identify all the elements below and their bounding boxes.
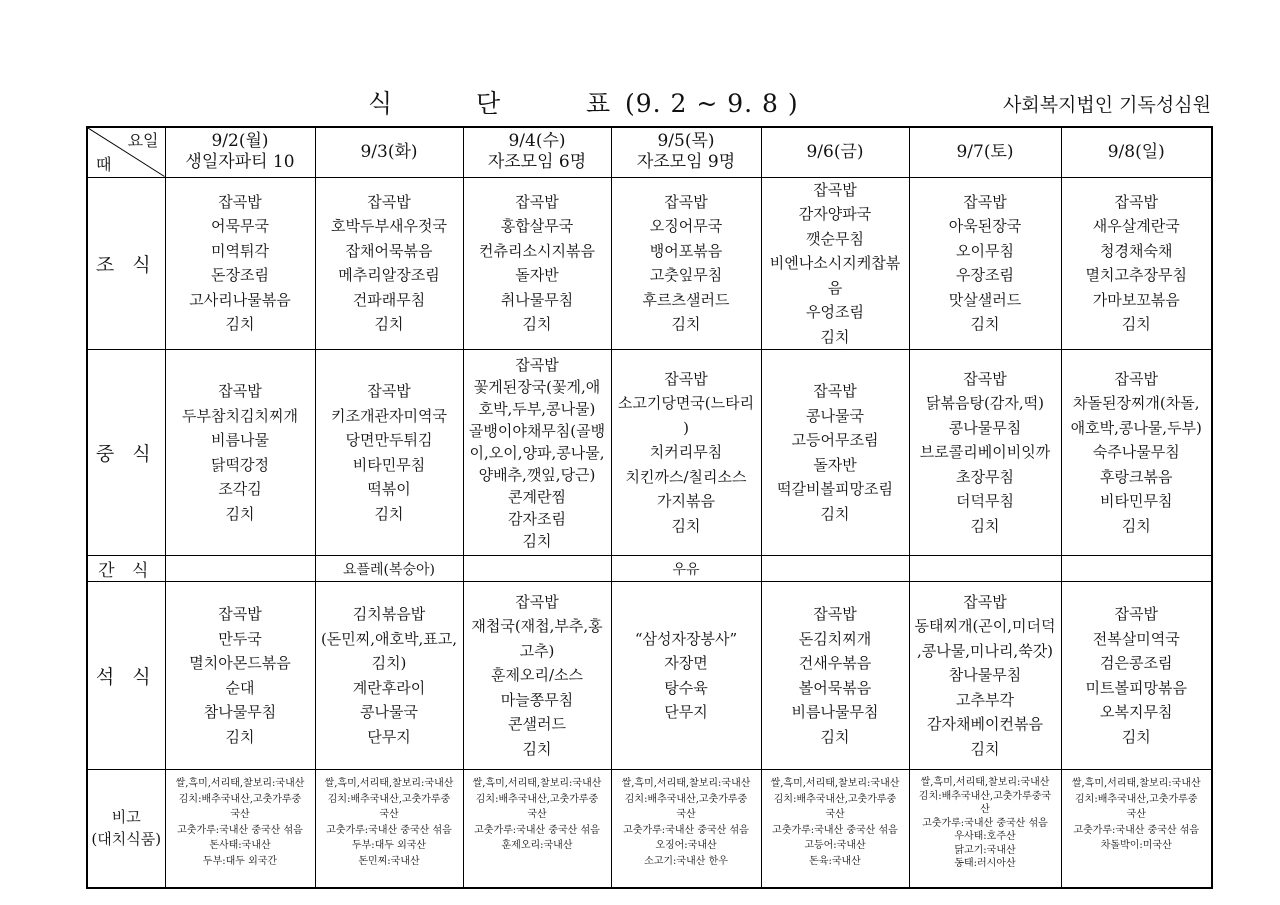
dinner-cell — [761, 582, 909, 770]
origin-note: 국산 — [230, 809, 250, 820]
menu-item: 호박두부새우젓국 — [331, 217, 447, 236]
menu-item: (돈민찌,애호박,표고, — [320, 629, 458, 648]
breakfast-cell — [1061, 177, 1212, 350]
lunch-cell — [761, 350, 909, 556]
origin-note: 두부:대두 외국간 — [202, 855, 278, 867]
origin-note: 돈육:국내산 — [809, 855, 861, 867]
day-date: 9/2(월) — [211, 131, 269, 152]
origin-note: 김치:배추국내산,고춧가루중 — [178, 793, 302, 805]
menu-item: 가지볶음 — [657, 492, 715, 511]
menu-item: 단무지 — [664, 703, 708, 721]
menu-item: 홍합살무국 — [500, 217, 574, 236]
breakfast-cell — [761, 177, 909, 350]
menu-item: 김치 — [522, 739, 552, 758]
menu-item: 김치 — [671, 516, 701, 535]
menu-item: 호박,두부,콩나물) — [478, 399, 596, 418]
origin-note: 쌀,흑미,서리태,찰보리:국내산 — [1071, 778, 1201, 789]
menu-item: 잡곡밥 — [1114, 192, 1158, 211]
menu-item: 우장조림 — [956, 266, 1014, 285]
menu-item: 김치 — [374, 315, 404, 334]
menu-item: 잡곡밥 — [963, 592, 1007, 611]
menu-item: 돌자반 — [813, 455, 857, 474]
menu-item: 잡곡밥 — [218, 192, 262, 211]
day-axis-label: 요일 — [127, 131, 159, 150]
menu-item: 조각김 — [218, 480, 262, 498]
origin-note: 고춧가루:국내산 중국산 섞음 — [772, 824, 898, 836]
remarks-cell — [909, 770, 1061, 888]
menu-item: 메추리알장조림 — [338, 266, 440, 285]
origin-note: 고춧가루:국내산 중국산 섞음 — [474, 824, 600, 836]
menu-item: 훈제오리/소스 — [491, 666, 583, 685]
menu-item: 계란후라이 — [352, 678, 426, 697]
breakfast-cell — [165, 177, 315, 350]
menu-item: 멸치고추장무침 — [1085, 266, 1187, 285]
menu-item: 김치) — [371, 654, 407, 672]
snack-cell: 우유 — [611, 556, 761, 582]
menu-item: 볼어묵볶음 — [798, 678, 872, 697]
menu-item: 잡곡밥 — [813, 605, 857, 623]
day-date: 9/5(목) — [657, 131, 715, 152]
menu-item: 김치 — [970, 516, 1000, 535]
menu-item: 김치 — [1121, 727, 1151, 746]
menu-item: 돈장조림 — [211, 266, 269, 285]
weekly-menu-table — [86, 126, 1213, 889]
origin-note: 김치:배추국내산,고춧가루중 — [773, 793, 897, 805]
menu-item: 고추) — [519, 641, 555, 660]
dinner-cell — [1061, 582, 1212, 770]
menu-item: 감자채베이컨볶음 — [927, 715, 1043, 734]
menu-item: 차돌된장찌개(차돌, — [1072, 394, 1200, 413]
menu-item: 잡곡밥 — [963, 369, 1007, 388]
menu-item: 참나물무침 — [948, 666, 1022, 685]
origin-note: 차돌박이:미국산 — [1100, 840, 1172, 851]
menu-item: 자장면 — [664, 654, 708, 672]
menu-item: 동태찌개(곤이,미더덕 — [914, 617, 1056, 636]
menu-item: 비름나물 — [211, 431, 269, 449]
dinner-cell — [315, 582, 463, 770]
menu-item: ,콩나물,미나리,쑥갓) — [916, 641, 1054, 660]
origin-note: 국산 — [1126, 809, 1146, 820]
origin-note: 쌀,흑미,서리태,찰보리:국내산 — [324, 778, 454, 789]
day-event: 자조모임 9명 — [636, 152, 736, 173]
menu-item: 떡볶이 — [367, 480, 411, 498]
menu-item: 잡곡밥 — [218, 605, 262, 623]
menu-item: 이,오이,양파,콩나물, — [469, 443, 605, 462]
row-label-dinner: 석 식 — [87, 582, 165, 770]
menu-item: 잡곡밥 — [515, 592, 559, 611]
menu-item: 돌자반 — [515, 266, 559, 285]
remarks-cell — [165, 770, 315, 888]
title-char: 식 — [368, 89, 394, 118]
menu-item: 더덕무침 — [956, 492, 1014, 511]
menu-item: 김치 — [671, 315, 701, 334]
menu-item: 검은콩조림 — [1100, 654, 1173, 672]
menu-item: 김치 — [374, 504, 404, 523]
origin-note: 국산 — [527, 809, 547, 820]
origin-note: 쌀,흑미,서리태,찰보리:국내산 — [920, 777, 1050, 788]
origin-note: 김치:배추국내산,고춧가루중 — [1075, 793, 1198, 805]
menu-item: 우엉조림 — [806, 303, 864, 321]
organization-name: 사회복지법인 기독성심원 — [1003, 94, 1211, 116]
title-char: 단 — [476, 89, 502, 118]
lunch-cell — [1061, 350, 1212, 556]
origin-note: 쌀,흑미,서리태,찰보리:국내산 — [621, 778, 751, 789]
day-date: 9/8(일) — [1107, 141, 1165, 162]
origin-note: 국산 — [825, 809, 845, 820]
menu-item: 김치 — [225, 504, 255, 523]
dinner-cell — [463, 582, 611, 770]
title-char: 표 — [586, 89, 612, 118]
lunch-row — [87, 350, 1212, 556]
menu-item: 후르츠샐러드 — [642, 290, 730, 309]
origin-note: 김치:배추국내산,고춧가루중 — [624, 793, 748, 805]
menu-item: 뱅어포볶음 — [649, 241, 723, 260]
menu-item: 고등어무조림 — [791, 431, 879, 449]
menu-item: 김치 — [522, 315, 552, 334]
menu-item: 김치 — [970, 315, 1000, 334]
remarks-cell — [463, 770, 611, 888]
dinner-cell — [909, 582, 1061, 770]
menu-item: 잡곡밥 — [664, 369, 708, 388]
menu-item: 가마보꼬볶음 — [1092, 290, 1180, 309]
menu-item: 오복지무침 — [1100, 703, 1173, 721]
menu-item: 콩나물국 — [360, 703, 418, 721]
menu-item: 감자양파국 — [798, 205, 872, 223]
menu-item: 콩나물국 — [806, 406, 864, 425]
menu-item: 떡갈비볼피망조림 — [777, 480, 893, 498]
snack-cell — [1061, 556, 1212, 582]
menu-item: 잡곡밥 — [515, 355, 559, 374]
menu-item: 건새우볶음 — [798, 654, 872, 672]
origin-note: 동태:러시아산 — [954, 858, 1016, 869]
menu-item: 김치 — [820, 727, 850, 746]
breakfast-cell — [611, 177, 761, 350]
menu-item: 콩나물무침 — [948, 418, 1022, 437]
origin-note: 우사태:호주산 — [954, 831, 1016, 842]
menu-item: 잡곡밥 — [813, 382, 857, 400]
menu-item: 아욱된장국 — [948, 217, 1022, 236]
menu-item: 김치 — [1121, 516, 1151, 535]
origin-note: 국산 — [676, 809, 696, 820]
menu-item: 건파래무침 — [352, 290, 426, 309]
menu-item: 깻순무침 — [806, 229, 864, 248]
origin-note: 고춧가루:국내산 중국산 섞음 — [1073, 824, 1200, 836]
breakfast-cell — [909, 177, 1061, 350]
menu-item: 맛살샐러드 — [948, 290, 1022, 309]
remarks-label-line: (대치식품) — [91, 830, 162, 849]
lunch-cell — [463, 350, 611, 556]
row-label-lunch: 중 식 — [87, 350, 165, 556]
menu-item: 새우살계란국 — [1092, 217, 1180, 236]
day-date: 9/6(금) — [806, 141, 864, 162]
dinner-cell — [611, 582, 761, 770]
menu-item: 탕수육 — [664, 678, 708, 697]
dinner-cell — [165, 582, 315, 770]
origin-note: 닭고기:국내산 — [954, 844, 1016, 856]
menu-item: 김치 — [225, 727, 255, 746]
menu-item: 콘샐러드 — [508, 715, 566, 734]
origin-note: 두부:대두 외국산 — [351, 840, 427, 851]
menu-item: 김치 — [522, 531, 552, 550]
menu-item: 잡곡밥 — [218, 382, 262, 400]
corner-cell — [87, 127, 165, 177]
menu-item: 고사리나물볶음 — [189, 290, 291, 309]
remarks-label-line: 비고 — [111, 808, 141, 827]
lunch-cell — [611, 350, 761, 556]
menu-item: 잡곡밥 — [963, 192, 1007, 211]
day-header-cell — [611, 127, 761, 177]
origin-note: 김치:배추국내산,고춧가루중 — [327, 793, 451, 805]
origin-note: 고춧가루:국내산 중국산 섞음 — [177, 824, 303, 836]
menu-item: 잡곡밥 — [664, 192, 708, 211]
day-header-cell — [315, 127, 463, 177]
menu-item: 비름나물무침 — [791, 703, 879, 721]
menu-item: 전복살미역국 — [1092, 629, 1180, 648]
origin-note: 국산 — [379, 809, 399, 820]
menu-item: 음 — [827, 278, 843, 297]
menu-item: 키조개관자미역국 — [331, 406, 447, 425]
menu-item: “삼성자장봉사” — [634, 629, 738, 648]
menu-item: 김치 — [225, 315, 255, 334]
day-event: 생일자파티 10 — [185, 152, 295, 173]
menu-item: 김치볶음밥 — [352, 605, 426, 623]
menu-item: 오징어무국 — [649, 217, 723, 236]
day-header-cell — [909, 127, 1061, 177]
menu-item: 오이무침 — [956, 241, 1014, 260]
menu-item: 두부참치김치찌개 — [182, 406, 298, 425]
title-date-range: (9. 2 ~ 9. 8 ) — [624, 89, 799, 118]
remarks-cell — [761, 770, 909, 888]
day-date: 9/7(토) — [956, 141, 1014, 162]
menu-item: ) — [683, 418, 689, 437]
day-header-cell — [1061, 127, 1212, 177]
menu-item: 양배추,깻잎,당근) — [478, 465, 596, 484]
menu-item: 미역튀각 — [211, 241, 269, 260]
page-title — [368, 84, 799, 120]
origin-note: 김치:배추국내산,고춧가루중 — [475, 793, 599, 805]
snack-cell — [463, 556, 611, 582]
origin-note: 소고기:국내산 한우 — [644, 855, 728, 867]
menu-item: 돈김치찌개 — [798, 629, 872, 648]
row-label-remarks — [87, 770, 165, 888]
day-date: 9/4(수) — [508, 131, 566, 152]
remarks-cell — [611, 770, 761, 888]
menu-item: 치커리무침 — [649, 443, 723, 462]
menu-item: 잡곡밥 — [813, 180, 857, 199]
menu-item: 취나물무침 — [500, 290, 574, 309]
menu-item: 잡채어묵볶음 — [345, 241, 433, 260]
menu-item: 김치 — [1121, 315, 1151, 334]
remarks-row — [87, 770, 1212, 888]
day-header-cell — [761, 127, 909, 177]
menu-item: 브로콜리베이비잇까 — [919, 443, 1051, 462]
menu-item: 김치 — [970, 739, 1000, 758]
menu-item: 재첩국(재첩,부추,홍 — [471, 617, 603, 636]
day-header-row — [87, 127, 1212, 177]
menu-item: 고추부각 — [956, 690, 1014, 709]
lunch-cell — [315, 350, 463, 556]
origin-note: 오징어:국내산 — [655, 840, 717, 851]
menu-item: 잡곡밥 — [1114, 605, 1158, 623]
origin-note: 산 — [980, 804, 990, 815]
menu-item: 닭볶음탕(감자,떡) — [926, 394, 1044, 413]
row-label-breakfast: 조 식 — [87, 177, 165, 350]
lunch-cell — [909, 350, 1061, 556]
breakfast-row — [87, 177, 1212, 350]
menu-item: 후랑크볶음 — [1100, 467, 1173, 486]
menu-item: 골뱅이야채무침(골뱅 — [468, 421, 606, 440]
day-header-cell — [463, 127, 611, 177]
menu-item: 고춧잎무침 — [649, 266, 723, 285]
day-date: 9/3(화) — [360, 141, 418, 162]
origin-note: 돈사태:국내산 — [209, 840, 271, 851]
menu-item: 김치 — [820, 504, 850, 523]
remarks-cell — [315, 770, 463, 888]
origin-note: 고등어:국내산 — [804, 840, 866, 851]
day-header-cell — [165, 127, 315, 177]
origin-note: 고춧가루:국내산 중국산 섞음 — [326, 824, 452, 836]
origin-note: 쌀,흑미,서리태,찰보리:국내산 — [770, 778, 900, 789]
row-label-snack: 간 식 — [87, 556, 165, 582]
lunch-cell — [165, 350, 315, 556]
menu-item: 비엔나소시지케찹볶 — [769, 254, 901, 272]
menu-item: 비타민무침 — [1100, 492, 1173, 511]
menu-item: 닭떡강정 — [211, 455, 269, 474]
origin-note: 고춧가루:국내산 중국산 섞음 — [623, 824, 749, 836]
origin-note: 쌀,흑미,서리태,찰보리:국내산 — [472, 778, 602, 789]
origin-note: 쌀,흑미,서리태,찰보리:국내산 — [175, 778, 305, 789]
menu-item: 소고기당면국(느타리 — [617, 394, 755, 413]
menu-item: 잡곡밥 — [515, 192, 559, 211]
menu-item: 순대 — [225, 678, 255, 697]
menu-item: 치킨까스/칠리소스 — [625, 467, 747, 486]
menu-item: 잡곡밥 — [367, 192, 411, 211]
dinner-row — [87, 582, 1212, 770]
breakfast-cell — [463, 177, 611, 350]
menu-item: 감자조림 — [508, 509, 566, 528]
menu-item: 초장무침 — [956, 467, 1014, 486]
origin-note: 고춧가루:국내산 중국산 섞음 — [922, 817, 1048, 829]
menu-item: 잡곡밥 — [1114, 369, 1158, 388]
menu-item: 어묵무국 — [211, 217, 269, 236]
menu-item: 꽃게된장국(꽃게,애 — [473, 377, 601, 396]
origin-note: 훈제오리:국내산 — [501, 840, 573, 851]
snack-cell: 요플레(복숭아) — [315, 556, 463, 582]
remarks-cell — [1061, 770, 1212, 888]
snack-cell — [165, 556, 315, 582]
menu-item: 숙주나물무침 — [1092, 443, 1180, 462]
menu-item: 애호박,콩나물,두부) — [1070, 418, 1202, 437]
menu-item: 잡곡밥 — [367, 382, 411, 400]
menu-item: 컨츄리소시지볶음 — [479, 241, 595, 260]
snack-cell — [909, 556, 1061, 582]
menu-item: 멸치아몬드볶음 — [189, 654, 291, 672]
day-event: 자조모임 6명 — [487, 152, 587, 173]
origin-note: 돈민찌:국내산 — [358, 855, 420, 867]
menu-item: 단무지 — [367, 727, 411, 746]
snack-row — [87, 556, 1212, 582]
origin-note: 김치:배추국내산,고춧가루중국 — [918, 790, 1052, 802]
snack-cell — [761, 556, 909, 582]
menu-item: 미트볼피망볶음 — [1085, 678, 1187, 697]
menu-item: 참나물무침 — [203, 703, 277, 721]
menu-item: 마늘쫑무침 — [500, 690, 574, 709]
menu-item: 비타민무침 — [352, 455, 426, 474]
menu-item: 김치 — [820, 327, 850, 346]
menu-item: 청경채숙채 — [1100, 241, 1173, 260]
breakfast-cell — [315, 177, 463, 350]
menu-item: 콘계란찜 — [508, 487, 566, 506]
menu-item: 만두국 — [218, 629, 262, 648]
meal-axis-label: 때 — [96, 154, 112, 174]
menu-item: 당면만두튀김 — [345, 431, 433, 449]
